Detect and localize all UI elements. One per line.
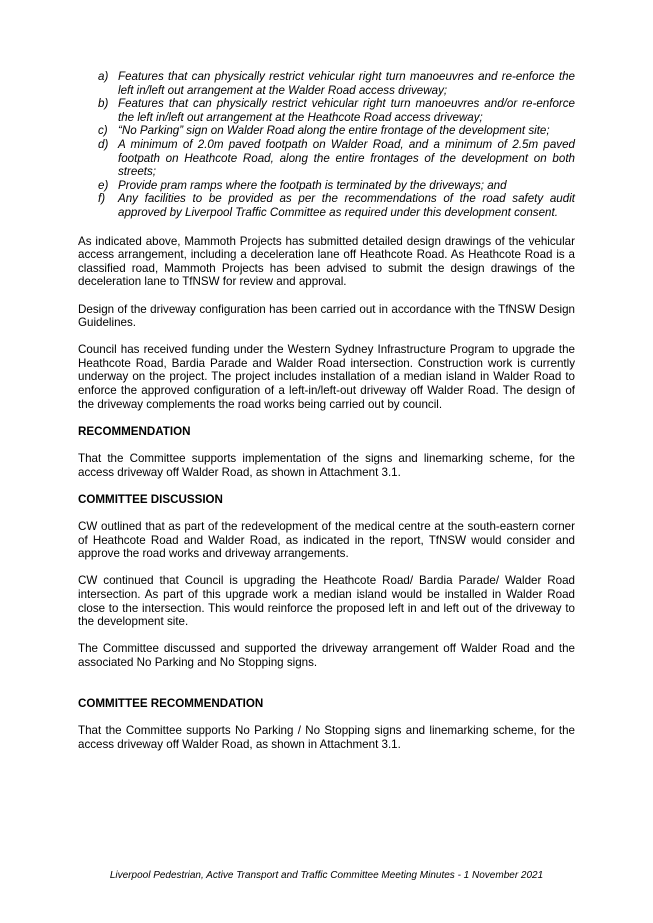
condition-text: Features that can physically restrict vehicular right turn manoeuvres and/or re-enforce the left in/left out arrangement at the Heathcote Road access driveway;: [118, 97, 575, 124]
condition-label: a): [98, 70, 109, 83]
body-paragraph: As indicated above, Mammoth Projects has submitted detailed design drawings of the vehicular access arrangement, including a deceleration lane off Heathcote Road. As Heathcote Road is a classified road, Mammoth Projects has been advised to submit the design drawings of the deceleration lane to TfNSW for review and approval.: [78, 234, 575, 289]
condition-text: Features that can physically restrict vehicular right turn manoeuvres and re-enforce the left in/left out arrangement at the Walder Road access driveway;: [118, 70, 575, 97]
committee-recommendation-heading: COMMITTEE RECOMMENDATION: [78, 696, 264, 710]
condition-label: d): [98, 137, 109, 151]
discussion-heading: COMMITTEE DISCUSSION: [78, 492, 223, 506]
condition-text: A minimum of 2.0m paved footpath on Walder Road, and a minimum of 2.5m paved footpath on Heathcote Road, along the entire frontages of the development on both streets;: [118, 137, 575, 179]
condition-item: [78, 70, 575, 97]
condition-label: e): [98, 178, 109, 192]
condition-item: [78, 138, 575, 179]
discussion-paragraph: CW outlined that as part of the redevelopment of the medical centre at the south-eastern corner of Heathcote Road and Walder Road, as indicated in the report, TfNSW would consider and approve the road works and driveway arrangements.: [78, 520, 575, 561]
recommendation-heading: RECOMMENDATION: [78, 424, 191, 438]
condition-item: [78, 179, 575, 193]
spacer: [78, 683, 575, 697]
committee-recommendation-text: That the Committee supports No Parking / No Stopping signs and linemarking scheme, for the access driveway off Walder Road, as shown in Attachment 3.1.: [78, 723, 575, 751]
discussion-paragraph: CW continued that Council is upgrading the Heathcote Road/ Bardia Parade/ Walder Road intersection. As part of this upgrade work a median island would be installed in Walder Road close to the intersection. This would reinforce the proposed left in and left out of the driveway to the development site.: [78, 574, 575, 629]
condition-label: b): [98, 97, 109, 111]
condition-text: Any facilities to be provided as per the recommendations of the road safety audit approved by Liverpool Traffic Committee as required under this development consent.: [118, 192, 575, 219]
recommendation-text: That the Committee supports implementation of the signs and linemarking scheme, for the access driveway off Walder Road, as shown in Attachment 3.1.: [78, 452, 575, 479]
document-page: [78, 70, 575, 765]
body-paragraph: Council has received funding under the Western Sydney Infrastructure Program to upgrade the Heathcote Road, Bardia Parade and Walder Road intersection. Construction work is currently underway on the project. The project includes installation of a median island in Walder Road to enforce the approved configuration of a left-in/left-out driveway off Walder Road. The design of the driveway complements the road works being carried out by council.: [78, 343, 575, 411]
condition-text: Provide pram ramps where the footpath is terminated by the driveways; and: [118, 178, 507, 192]
conditions-list: [78, 70, 575, 220]
condition-item: [78, 192, 575, 219]
condition-item: [78, 124, 575, 138]
page-footer: Liverpool Pedestrian, Active Transport and Traffic Committee Meeting Minutes - 1 November 2021: [109, 870, 544, 881]
body-paragraph: Design of the driveway configuration has been carried out in accordance with the TfNSW Design Guidelines.: [78, 302, 575, 330]
condition-label: f): [98, 192, 106, 206]
discussion-paragraph: The Committee discussed and supported the driveway arrangement off Walder Road and the associated No Parking and No Stopping signs.: [78, 642, 575, 669]
condition-text: “No Parking” sign on Walder Road along the entire frontage of the development site;: [118, 124, 550, 138]
condition-label: c): [98, 124, 108, 138]
condition-item: [78, 97, 575, 124]
